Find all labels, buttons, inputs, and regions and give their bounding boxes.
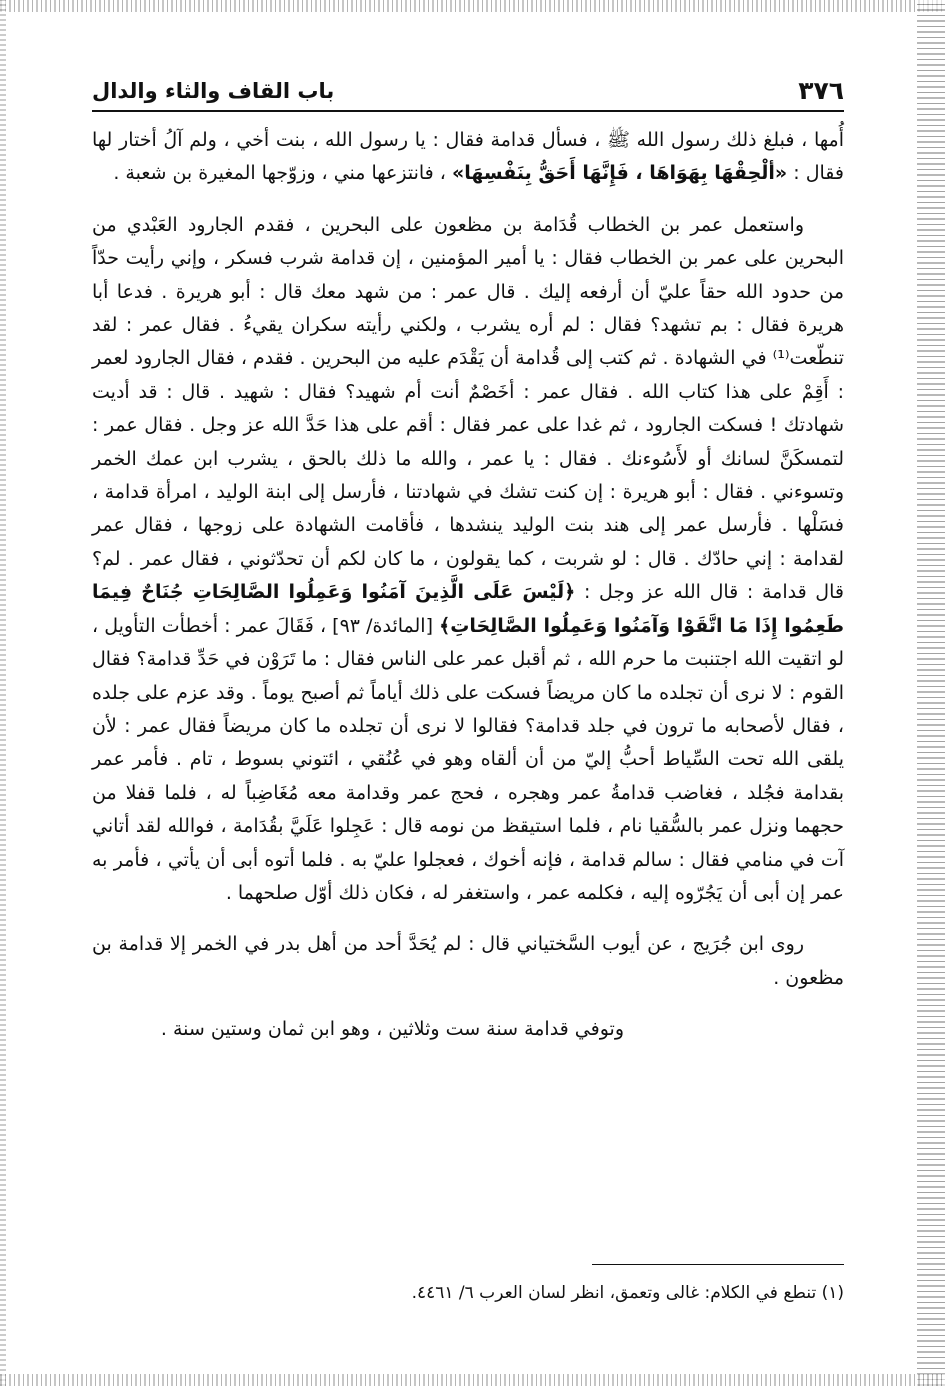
main-text bbox=[92, 124, 844, 1047]
paragraph-3: روى ابن جُرَيج ، عن أيوب السَّختياني قال : لم يُحَدَّ أحد من أهل بدر في الخمر إلا قدامة بن مظعون . bbox=[92, 933, 844, 989]
footnote-divider bbox=[592, 1264, 844, 1265]
quran-verse: ﴿لَيْسَ عَلَى الَّذِينَ آمَنُوا وَعَمِلُوا الصَّالِحَاتِ جُنَاحٌ فِيمَا طَعِمُوا إِذَا مَا اتَّقَوْا وَآمَنُوا وَعَمِلُوا الصَّالِحَاتِ﴾ bbox=[92, 581, 845, 637]
paragraph-1-text: أُمها ، فبلغ ذلك رسول الله ﷺ ، فسأل قدامة فقال : يا رسول الله ، بنت أخي ، ولم آلُ أختار لها فقال : bbox=[92, 129, 844, 185]
paragraph-1 bbox=[92, 124, 844, 191]
paragraph-2-text: واستعمل عمر بن الخطاب قُدَامة بن مظعون على البحرين ، فقدم الجارود العَبْدي من البحرين على عمر بن الخطاب فقال : يا أمير المؤمنين ، إن قدامة شرب فسكر ، وإني رأيت حدّاً من حدود الله حقاً عليّ أن أرفعه إليك . قال عمر : من شهد معك قال : أبو هريرة . فدعا أبا هريرة فقال : بم تشهد؟ فقال : لم أره يشرب ، ولكني رأيته سكران يقيءُ . فقال عمر : لقد تنطّعت⁽¹⁾ في الشهادة . ثم كتب إلى قُدامة أن يَقْدَم عليه من البحرين . فقدم ، فقال الجارود لعمر : أَقِمْ على هذا كتاب الله . فقال عمر : أخَصْمٌ أنت أم شهيد؟ فقال : شهيد . قال : قد أديت شهادتك ! فسكت الجارود ، ثم غدا على عمر فقال : أقم على هذا حَدَّ الله عز وجل . فقال عمر : لتمسكَنَّ لسانك أو لأَسُوءنك . فقال : يا عمر ، والله ما ذلك بالحق ، يشرب ابن عمك الخمر وتسوءني . فقال : أبو هريرة : إن كنت تشك في شهادتنا ، فأرسل إلى ابنة الوليد ، امرأة قدامة ، فسَلْها . فأرسل عمر إلى هند بنت الوليد ينشدها ، فأقامت الشهادة على زوجها ، فقال عمر لقدامة : إني حادّك . قال : لو شربت ، كما يقولون ، ما كان لكم أن تحدّثوني ، فقال عمر . لم؟ قال قدامة : قال الله عز وجل : bbox=[92, 213, 844, 604]
decorative-border-right bbox=[917, 0, 945, 1386]
decorative-border-bottom bbox=[0, 1374, 945, 1386]
footnote: (١) تنطع في الكلام: غالى وتعمق، انظر لسان العرب ٦/ ٤٤٦١. bbox=[411, 1283, 844, 1303]
paragraph-1-tail: ، فانتزعها مني ، وزوّجها المغيرة بن شعبة . bbox=[113, 162, 452, 185]
section-title: باب القاف والثاء والدال bbox=[92, 79, 335, 103]
paragraph-2 bbox=[92, 209, 844, 911]
page-number: ٣٧٦ bbox=[798, 76, 844, 105]
paragraph-4: وتوفي قدامة سنة ست وثلاثين ، وهو ابن ثمان وستين سنة . bbox=[160, 1018, 624, 1041]
hadith-quote: «ألْحِقْهَا بِهَوَاهَا ، فَإِنَّهَا أَحَقُّ بِنَفْسِهَا» bbox=[451, 162, 788, 185]
decorative-border-top bbox=[0, 0, 945, 12]
decorative-border-left bbox=[0, 0, 6, 1386]
running-header bbox=[92, 76, 844, 112]
paragraph-2-tail: [المائدة/ ٩٣] ، فَقَالَ عمر : أخطأت التأويل ، لو اتقيت الله اجتنبت ما حرم الله ، ثم أقبل عمر على الناس فقال : ما تَرَوْن في حَدِّ قدامة؟ فقال القوم : لا نرى أن تجلده ما كان مريضاً فسكت على ذلك أياماً ثم أصبح يوماً . وقد عزم على جلده ، فقال لأصحابه ما ترون في جلد قدامة؟ فقالوا لا نرى أن تجلده ما كان مريضاً فقال عمر : لأن يلقى الله تحت السِّياط أحبُّ إليّ من أن ألقاه وهو في عُنُقي ، ائتوني بسوط ، تام . فأمر عمر بقدامة فجُلد ، فغاضب قدامةُ عمر وهجره ، فحج عمر وقدامة معه مُغَاضِباً له ، فلما قفلا من حجهما ونزل عمر بالسُّقيا نام ، فلما استيقظ من نومه قال : عَجِلوا عَلَيَّ بقُدَامة ، فوالله لقد أتاني آت في منامي فقال : سالم قدامة ، فإنه أخوك ، فعجلوا عليّ به . فلما أتوه أبى أن يأتي ، فأمر به عمر إن أبى أن يَجُرّوه إليه ، فكلمه عمر ، واستغفر له ، فكان ذلك أوّل صلحهما . bbox=[92, 614, 844, 904]
